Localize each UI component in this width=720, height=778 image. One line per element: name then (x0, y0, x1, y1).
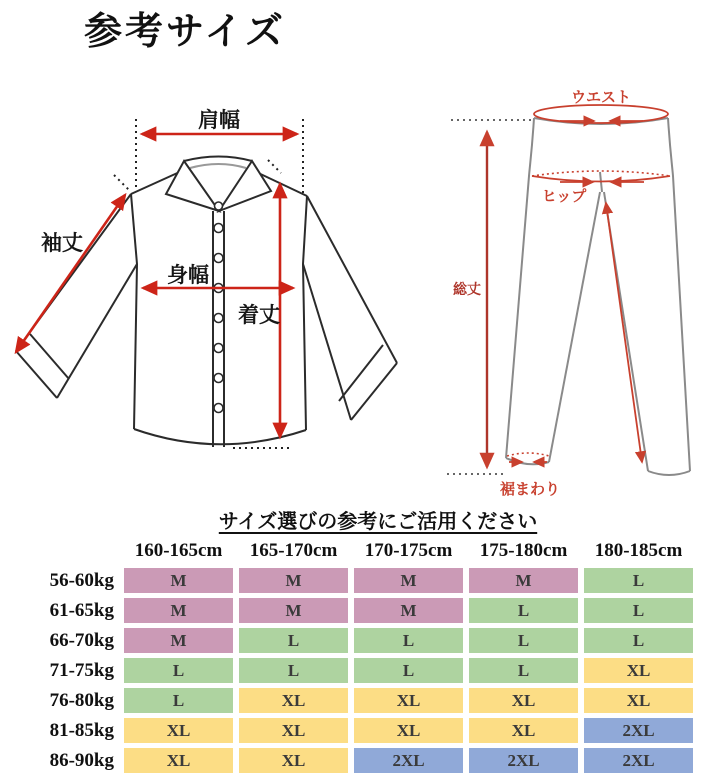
size-cell: XL (239, 718, 348, 743)
size-cell: L (584, 628, 693, 653)
height-header: 165-170cm (249, 540, 338, 561)
size-cell: XL (239, 688, 348, 713)
weight-label: 81-85kg (49, 719, 114, 741)
size-cell: M (124, 628, 233, 653)
weight-label: 56-60kg (49, 569, 114, 591)
shirt-measurement-diagram (0, 85, 430, 505)
height-header: 160-165cm (134, 540, 223, 561)
size-cell: L (124, 658, 233, 683)
table-row (22, 718, 693, 743)
table-row (22, 628, 693, 653)
size-cell: L (239, 658, 348, 683)
size-cell: L (239, 628, 348, 653)
shoulder-width-label: 肩幅 (198, 109, 240, 132)
waist-label: ウエスト (570, 89, 632, 106)
body-width-label: 身幅 (167, 264, 209, 287)
sleeve-length-label: 袖丈 (41, 232, 83, 255)
height-header: 170-175cm (364, 540, 453, 561)
hip-label: ヒップ (541, 188, 587, 205)
height-header: 175-180cm (479, 540, 568, 561)
table-row (22, 688, 693, 713)
weight-label: 71-75kg (49, 659, 114, 681)
size-cell: L (354, 628, 463, 653)
table-caption: サイズ選びの参考にご活用ください (218, 511, 538, 533)
table-row (22, 748, 693, 773)
weight-label: 76-80kg (49, 689, 114, 711)
size-cell: L (124, 688, 233, 713)
size-table (16, 534, 699, 778)
garment-length-label: 着丈 (238, 304, 280, 327)
size-cell: 2XL (584, 718, 693, 743)
pants-measure-marks (487, 105, 670, 467)
table-row (22, 598, 693, 623)
size-cell: L (584, 568, 693, 593)
size-cell: L (584, 598, 693, 623)
shirt-outline (16, 170, 397, 447)
size-cell: M (354, 598, 463, 623)
size-cell: XL (469, 718, 578, 743)
size-cell: 2XL (354, 748, 463, 773)
size-cell: L (469, 658, 578, 683)
size-cell: M (469, 568, 578, 593)
weight-label: 66-70kg (49, 629, 114, 651)
table-row (22, 658, 693, 683)
size-cell: XL (354, 688, 463, 713)
page-title: 参考サイズ (84, 11, 286, 53)
size-cell: M (239, 568, 348, 593)
size-cell: M (354, 568, 463, 593)
pants-measurement-diagram (430, 85, 720, 505)
size-cell: XL (584, 688, 693, 713)
size-cell: XL (124, 718, 233, 743)
size-cell: 2XL (584, 748, 693, 773)
size-cell: L (354, 658, 463, 683)
size-cell: XL (124, 748, 233, 773)
size-cell: XL (239, 748, 348, 773)
weight-label: 61-65kg (49, 599, 114, 621)
shirt-buttons (214, 202, 223, 413)
hem-circumference-label: 裾まわり (499, 481, 561, 498)
size-cell: M (124, 598, 233, 623)
weight-label: 86-90kg (49, 749, 114, 771)
header-row (22, 539, 693, 563)
size-cell: L (469, 598, 578, 623)
size-cell: M (124, 568, 233, 593)
size-cell: XL (354, 718, 463, 743)
total-length-label: 総丈 (453, 281, 481, 297)
size-cell: XL (469, 688, 578, 713)
size-cell: M (239, 598, 348, 623)
table-corner-cell (22, 539, 118, 563)
table-row (22, 568, 693, 593)
height-header: 180-185cm (594, 540, 683, 561)
size-cell: XL (584, 658, 693, 683)
size-cell: 2XL (469, 748, 578, 773)
size-cell: L (469, 628, 578, 653)
